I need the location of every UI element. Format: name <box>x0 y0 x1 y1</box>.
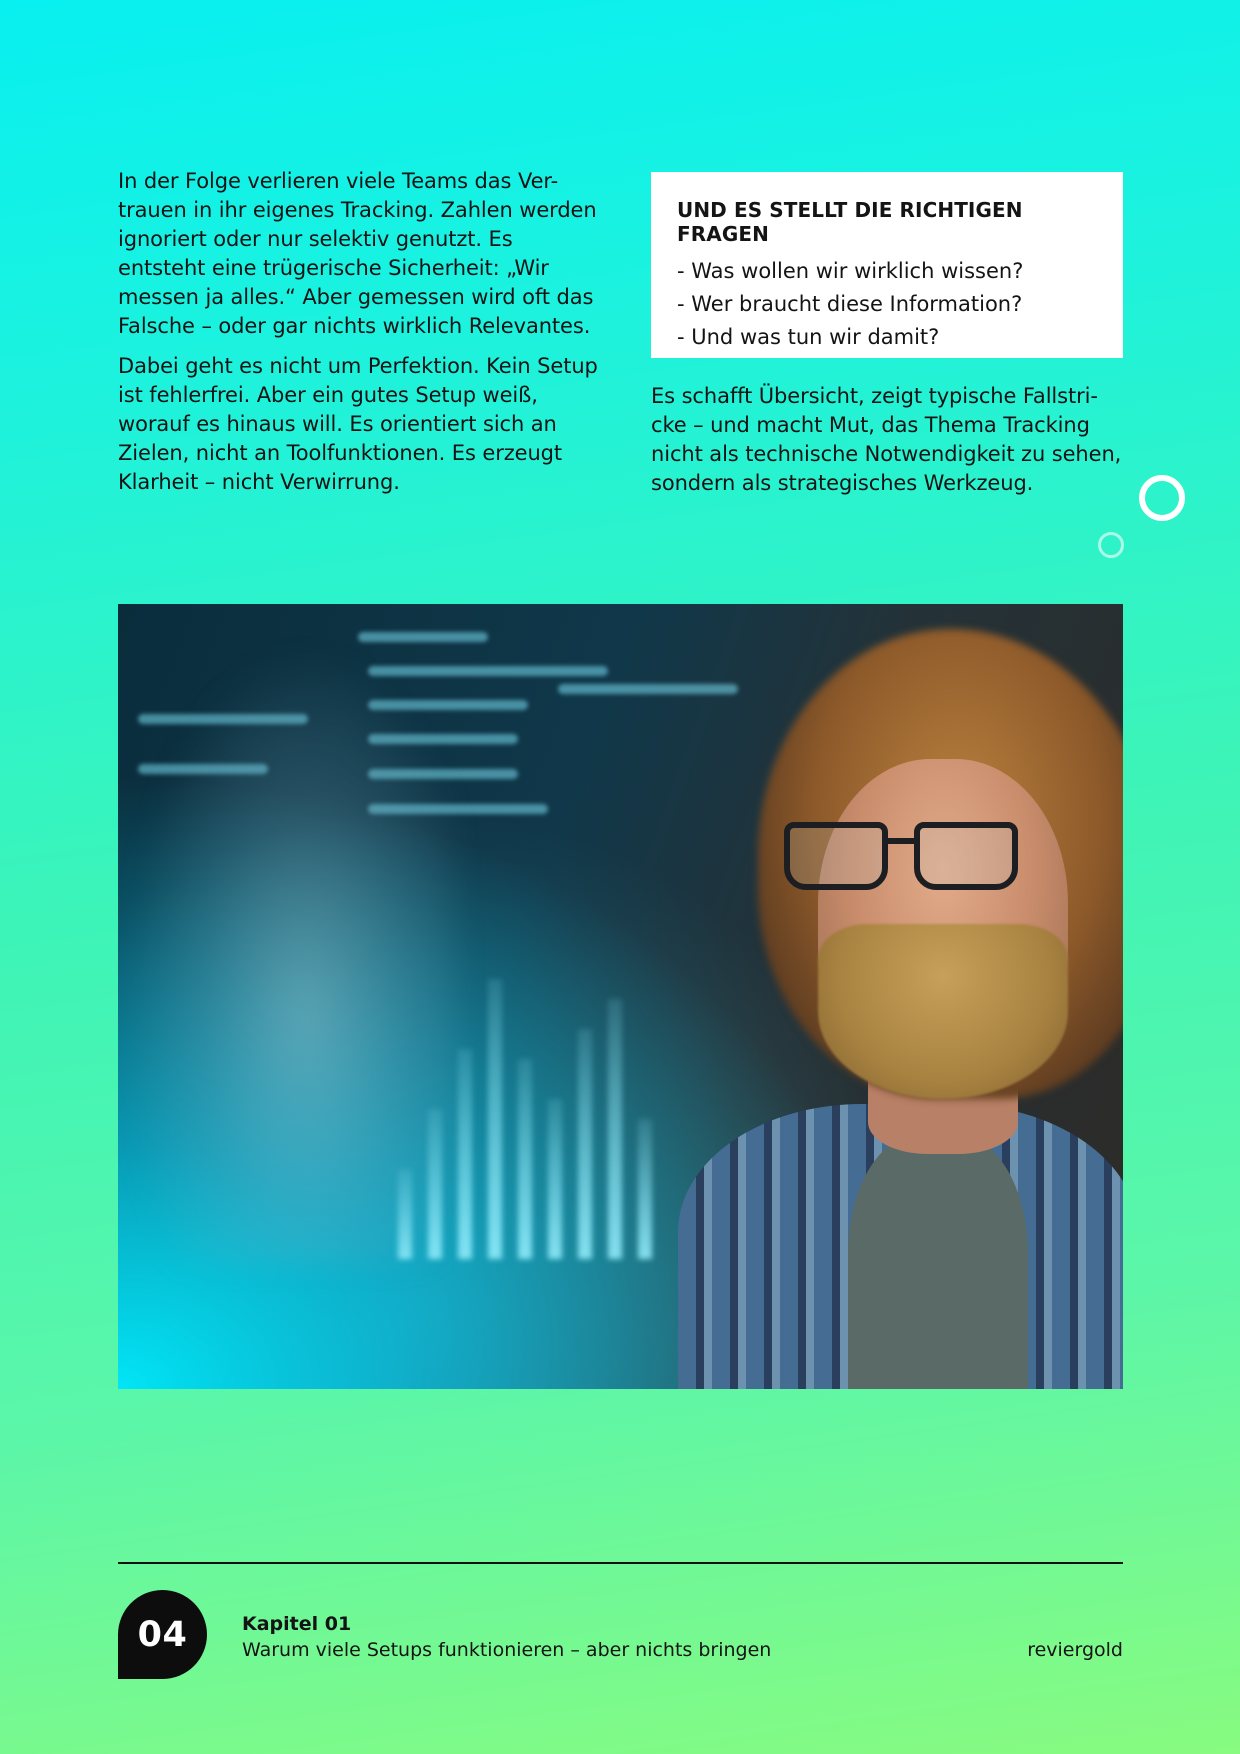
list-item: - Und was tun wir damit? <box>677 325 940 349</box>
glasses-right-lens <box>914 822 1018 890</box>
questions-box-title: UND ES STELLT DIE RICHTIGEN FRAGEN <box>677 198 1023 246</box>
list-item: - Wer braucht diese Information? <box>677 292 1023 316</box>
chapter-info <box>242 1611 771 1663</box>
person-tshirt <box>848 1134 1028 1389</box>
person-beard <box>818 924 1068 1099</box>
chapter-label: Kapitel 01 <box>242 1613 352 1635</box>
paragraph: Es schafft Übersicht, zeigt typische Fallstri-cke – und macht Mut, das Thema Tracking nicht als technische Notwendigkeit zu sehen, sondern als strategisches Werkzeug. <box>651 384 1122 495</box>
chart-bar <box>488 979 502 1259</box>
chart-bar <box>518 1059 532 1259</box>
blurred-hand <box>118 644 458 1264</box>
screen-line <box>558 684 738 694</box>
decorative-ring-small-icon <box>1098 532 1124 558</box>
questions-list <box>677 255 1097 354</box>
glasses-left-lens <box>784 822 888 890</box>
decorative-ring-icon <box>1139 475 1185 521</box>
left-text-column <box>118 167 600 497</box>
page-number-badge: 04 <box>118 1590 207 1679</box>
hero-photo <box>118 604 1123 1389</box>
chart-bar <box>548 1099 562 1259</box>
chart-bar <box>638 1119 652 1259</box>
chart-bar <box>458 1049 472 1259</box>
list-item: - Was wollen wir wirklich wissen? <box>677 259 1024 283</box>
right-text-column <box>651 382 1123 498</box>
chart-bar <box>608 999 622 1259</box>
paragraph: Dabei geht es nicht um Perfektion. Kein Setup ist fehlerfrei. Aber ein gutes Setup weiß, worauf es hinaus will. Es orientiert sich an Zielen, nicht an Toolfunktionen. Es erzeugt Klarheit – nicht Verwirrung. <box>118 354 598 494</box>
glasses-bridge <box>886 838 918 844</box>
brand-name: reviergold <box>1027 1639 1123 1661</box>
questions-box <box>651 172 1123 358</box>
footer-divider <box>118 1562 1123 1564</box>
screen-line <box>358 632 488 642</box>
chart-bar <box>578 1029 592 1259</box>
paragraph: In der Folge verlieren viele Teams das Ver-trauen in ihr eigenes Tracking. Zahlen werden ignoriert oder nur selektiv genutzt. Es entsteht eine trügerische Sicherheit: „Wir messen ja alles.“ Aber gemessen wird oft das Falsche – oder gar nichts wirklich Relevantes. <box>118 169 597 338</box>
chapter-title: Warum viele Setups funktionieren – aber nichts bringen <box>242 1639 772 1661</box>
